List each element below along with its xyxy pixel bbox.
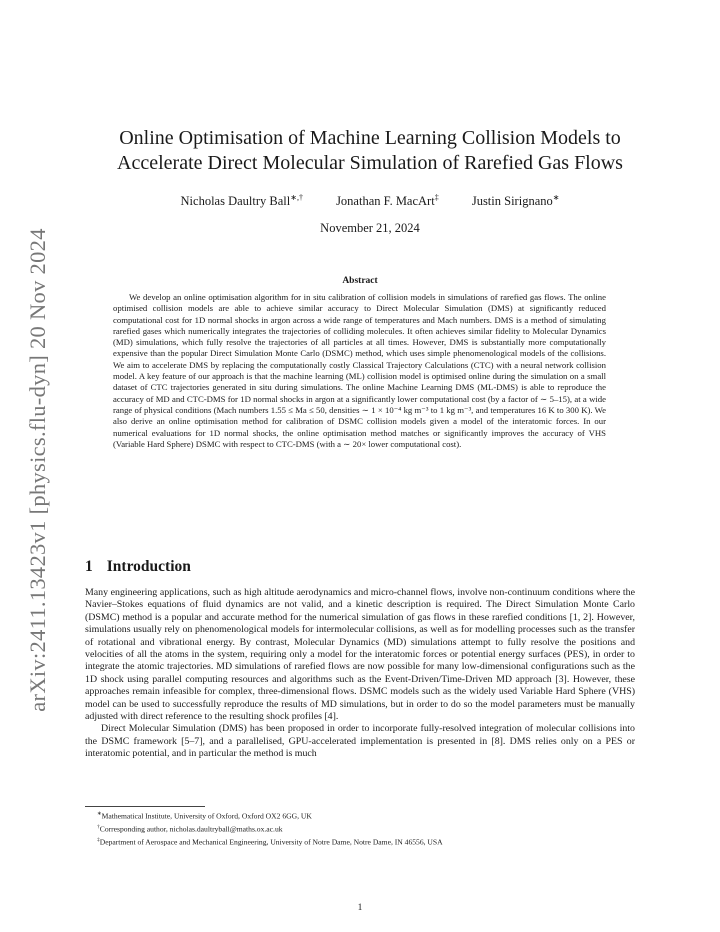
author: [472, 194, 560, 208]
author-name: Justin Sirignano: [471, 194, 553, 209]
abstract-heading: Abstract: [342, 276, 378, 286]
footnote-mark: †: [97, 824, 100, 831]
footnote-text: Department of Aerospace and Mechanical Engineering, University of Notre Dame, Notre Dame, IN 46556, USA: [99, 837, 443, 847]
author-name: Jonathan F. MacArt: [336, 194, 435, 209]
body-paragraph: Many engineering applications, such as high altitude aerodynamics and micro-channel flows, involve non-continuum conditions where the Navier–Stokes equations of fluid dynamics are not valid, and a kinetic description is required. The Direct Simulation Monte Carlo (DSMC) method is a popular and accurate method for the numerical simulation of gas flows in these rarefied conditions [1, 2]. However, simulations usually rely on phenomenological models for intermolecular collisions, as well as for modelling processes such as the transfer of rotational and vibrational energy. By contrast, Molecular Dynamics (MD) simulations attempt to fully resolve the positions and velocities of all the atoms in the system, requiring only a model for the interatomic forces or potential energy surfaces (PES), in order to integrate the atomic trajectories. MD simulations of rarefied flows are now possible for many low-dimensional configurations such as the 1D shock using parallel computing resources and algorithms such as the Event-Driven/Time-Driven MD approach [3]. However, these approaches remain infeasible for complex, three-dimensional flows. DSMC models such as the widely used Variable Hard Sphere (VHS) model can be used to successfully reproduce the results of MD simulations, but in order to do so the model parameters must be manually adjusted with direct reference to the resulting shock profiles [4].: [85, 587, 635, 723]
section-title: Introduction: [106, 558, 191, 575]
footnote-mark: ‡: [97, 837, 100, 844]
footnote-text: Corresponding author, nicholas.daultryball@maths.ox.ac.uk: [99, 824, 283, 834]
author: [336, 194, 439, 208]
footnote-divider: [85, 806, 205, 807]
section-number: 1: [85, 558, 93, 575]
title-line-2: Accelerate Direct Molecular Simulation of Rarefied Gas Flows: [117, 152, 623, 174]
section-heading: [85, 558, 191, 576]
body-paragraph: Direct Molecular Simulation (DMS) has been proposed in order to incorporate fully-resolved integration of molecular collisions into the DSMC framework [5–7], and a parallelised, GPU-accelerated implementation is presented in [8]. DMS relies only on a PES or interatomic potential, and in particular the method is much: [85, 723, 635, 760]
author-affiliation-mark: ‡: [434, 193, 439, 202]
publication-date: November 21, 2024: [320, 221, 420, 235]
author-name: Nicholas Daultry Ball: [180, 194, 291, 209]
footnote: [97, 822, 645, 835]
paper-title: [60, 126, 680, 176]
author-affiliation-mark: ∗,†: [290, 193, 303, 202]
footnote-mark: ∗: [97, 811, 102, 817]
page-number: 1: [357, 903, 363, 913]
footnotes: [85, 809, 645, 848]
author-list: [60, 193, 680, 209]
title-line-1: Online Optimisation of Machine Learning Collision Models to: [119, 127, 621, 149]
footnote-text: Mathematical Institute, University of Oxford, Oxford OX2 6GG, UK: [101, 811, 312, 821]
author-affiliation-mark: ∗: [552, 193, 560, 202]
author: [181, 194, 303, 208]
footnote: [97, 809, 645, 822]
abstract-text: We develop an online optimisation algorithm for in situ calibration of collision models in simulations of rarefied gas flows. The online optimised collision models are able to achieve similar accuracy to Direct Molecular Simulation (DMS) at significantly reduced computational cost for 1D normal shocks in argon across a wide range of temperatures and Mach numbers. DMS is a method of simulating rarefied gases which numerically integrates the trajectories of colliding molecules. It often achieves similar fidelity to Molecular Dynamics (MD) simulations, which fully resolve the trajectories of all particles at all times. However, DMS is substantially more computationally expensive than the popular Direct Simulation Monte Carlo (DSMC) method, which uses simple phenomenological models of the collisions. We aim to accelerate DMS by replacing the computationally costly Classical Trajectory Calculations (CTC) with a neural network collision model. A key feature of our approach is that the machine learning (ML) collision model is optimised online during the simulation on a small dataset of CTC trajectories generated in situ during simulations. The online Machine Learning DMS (ML-DMS) is able to reproduce the accuracy of MD and CTC-DMS for 1D normal shocks in argon at a significantly lower computational cost (by a factor of ∼ 5–15), at a wide range of physical conditions (Mach numbers 1.55 ≤ Ma ≤ 50, densities ∼ 1 × 10⁻⁴ kg m⁻³ to 1 kg m⁻³, and temperatures 16 K to 300 K). We also derive an online optimisation method for calibration of DSMC collision models given a model of the interatomic forces. In our numerical evaluations for 1D normal shocks, the online optimisation method matches or significantly improves the accuracy of VHS (Variable Hard Sphere) DSMC with respect to CTC-DMS (with a ∼ 20× lower computational cost).: [113, 292, 606, 449]
footnote: [97, 835, 645, 848]
section-body: [85, 587, 635, 761]
arxiv-identifier: arXiv:2411.13423v1 [physics.flu-dyn] 20 Nov 2024: [25, 228, 50, 712]
